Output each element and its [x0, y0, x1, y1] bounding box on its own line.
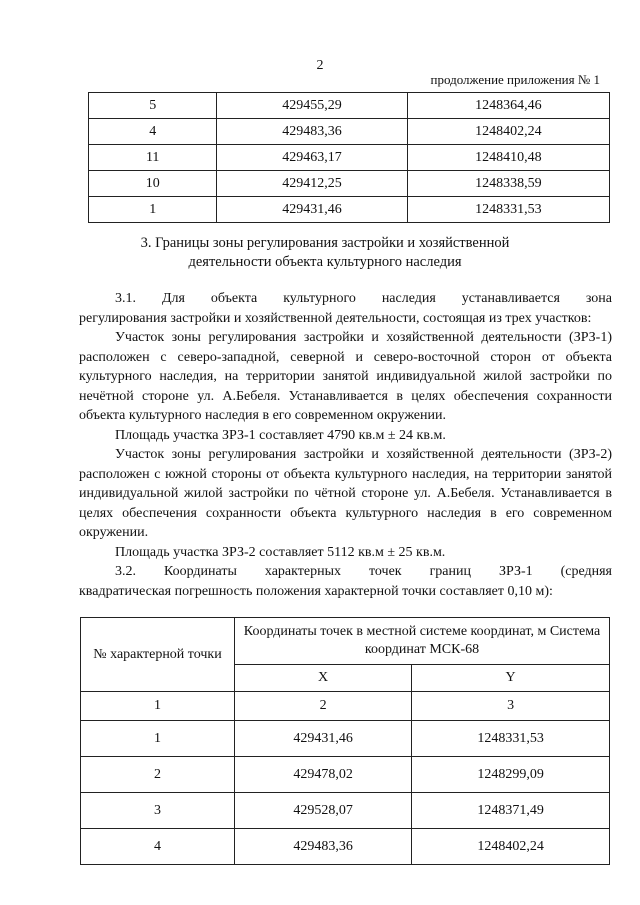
word: зона	[585, 291, 612, 306]
y-coordinate: 1248338,59	[407, 171, 609, 197]
x-header: X	[235, 665, 412, 692]
x-coordinate: 429455,29	[217, 93, 407, 119]
zrz1-coordinates-table	[80, 617, 610, 865]
word: наследия	[381, 291, 436, 306]
y-coordinate: 1248299,09	[412, 757, 610, 793]
column-number: 2	[235, 692, 412, 721]
table-header-row	[81, 618, 610, 665]
clause-number: 3.1.	[115, 291, 136, 306]
x-coordinate: 429431,46	[217, 197, 407, 223]
area-zrz1: Площадь участка ЗРЗ-1 составляет 4790 кв.м ± 24 кв.м.	[115, 427, 446, 443]
section-heading-line: 3. Границы зоны регулирования застройки и хозяйственной	[140, 235, 510, 251]
word: ЗРЗ-1	[498, 564, 533, 579]
x-coordinate: 429483,36	[217, 119, 407, 145]
paragraph-zrz2: Участок зоны регулирования застройки и хозяйственной деятельности (ЗРЗ-2) расположен с южной стороны от объекта культурного наследия, на территории занятой индивидуальной жилой застройки по чётной стороне ул. А.Бебеля. Устанавливается в целях обеспечения сохранности объекта культурного наследия в его современном окружении.	[79, 447, 612, 540]
table-row	[89, 171, 610, 197]
point-number: 11	[89, 145, 217, 171]
word: объекта	[210, 291, 258, 306]
y-coordinate: 1248402,24	[412, 829, 610, 865]
column-number-row	[81, 692, 610, 721]
column-number: 1	[81, 692, 235, 721]
point-number-header: № характерной точки	[81, 618, 235, 692]
word: устанавливается	[461, 291, 560, 306]
section-heading	[60, 234, 590, 272]
top-coordinates-table	[88, 92, 610, 223]
coordinates-header: Координаты точек в местной системе координат, м Система координат МСК-68	[235, 618, 610, 665]
point-number: 1	[89, 197, 217, 223]
word: границ	[429, 564, 471, 579]
word: Координаты	[163, 564, 237, 579]
continuation-label: продолжение приложения № 1	[430, 72, 600, 87]
x-coordinate: 429483,36	[235, 829, 412, 865]
y-coordinate: 1248371,49	[412, 793, 610, 829]
word: характерных	[264, 564, 341, 579]
word: Для	[161, 291, 185, 306]
column-number: 3	[412, 692, 610, 721]
word: культурного	[283, 291, 356, 306]
word: (средняя	[560, 564, 612, 579]
table-row	[89, 93, 610, 119]
y-coordinate: 1248402,24	[407, 119, 609, 145]
area-zrz2: Площадь участка ЗРЗ-2 составляет 5112 кв.м ± 25 кв.м.	[115, 544, 446, 560]
point-number: 4	[89, 119, 217, 145]
table-row	[89, 197, 610, 223]
point-number: 5	[89, 93, 217, 119]
y-coordinate: 1248331,53	[412, 721, 610, 757]
table-row	[89, 145, 610, 171]
point-number: 2	[81, 757, 235, 793]
page-number: 2	[316, 58, 324, 73]
x-coordinate: 429528,07	[235, 793, 412, 829]
section-heading-line: деятельности объекта культурного наследия	[188, 254, 462, 270]
table-row	[81, 757, 610, 793]
word: точек	[368, 564, 402, 579]
paragraph-3-1-first-line	[79, 289, 612, 309]
x-coordinate: 429463,17	[217, 145, 407, 171]
body-text	[79, 289, 612, 601]
paragraph-3-1-rest: регулирования застройки и хозяйственной деятельности, состоящая из трех участков:	[79, 310, 592, 326]
paragraph-3-2-rest: квадратическая погрешность положения характерной точки составляет 0,10 м):	[79, 583, 553, 599]
paragraph-3-2-first-line	[79, 562, 612, 582]
y-header: Y	[412, 665, 610, 692]
y-coordinate: 1248331,53	[407, 197, 609, 223]
x-coordinate: 429431,46	[235, 721, 412, 757]
point-number: 1	[81, 721, 235, 757]
paragraph-zrz1: Участок зоны регулирования застройки и хозяйственной деятельности (ЗРЗ-1) расположен с северо-западной, северной и северо-восточной сторон от объекта культурного наследия, на территории занятой индивидуальной жилой застройки по нечётной стороне ул. А.Бебеля. Устанавливается в целях обеспечения сохранности объекта культурного наследия в его современном окружении.	[79, 330, 612, 423]
table-row	[81, 793, 610, 829]
point-number: 10	[89, 171, 217, 197]
table-row	[89, 119, 610, 145]
x-coordinate: 429412,25	[217, 171, 407, 197]
y-coordinate: 1248410,48	[407, 145, 609, 171]
table-row	[81, 829, 610, 865]
table-row	[81, 721, 610, 757]
x-coordinate: 429478,02	[235, 757, 412, 793]
clause-number: 3.2.	[115, 564, 136, 579]
point-number: 4	[81, 829, 235, 865]
point-number: 3	[81, 793, 235, 829]
y-coordinate: 1248364,46	[407, 93, 609, 119]
